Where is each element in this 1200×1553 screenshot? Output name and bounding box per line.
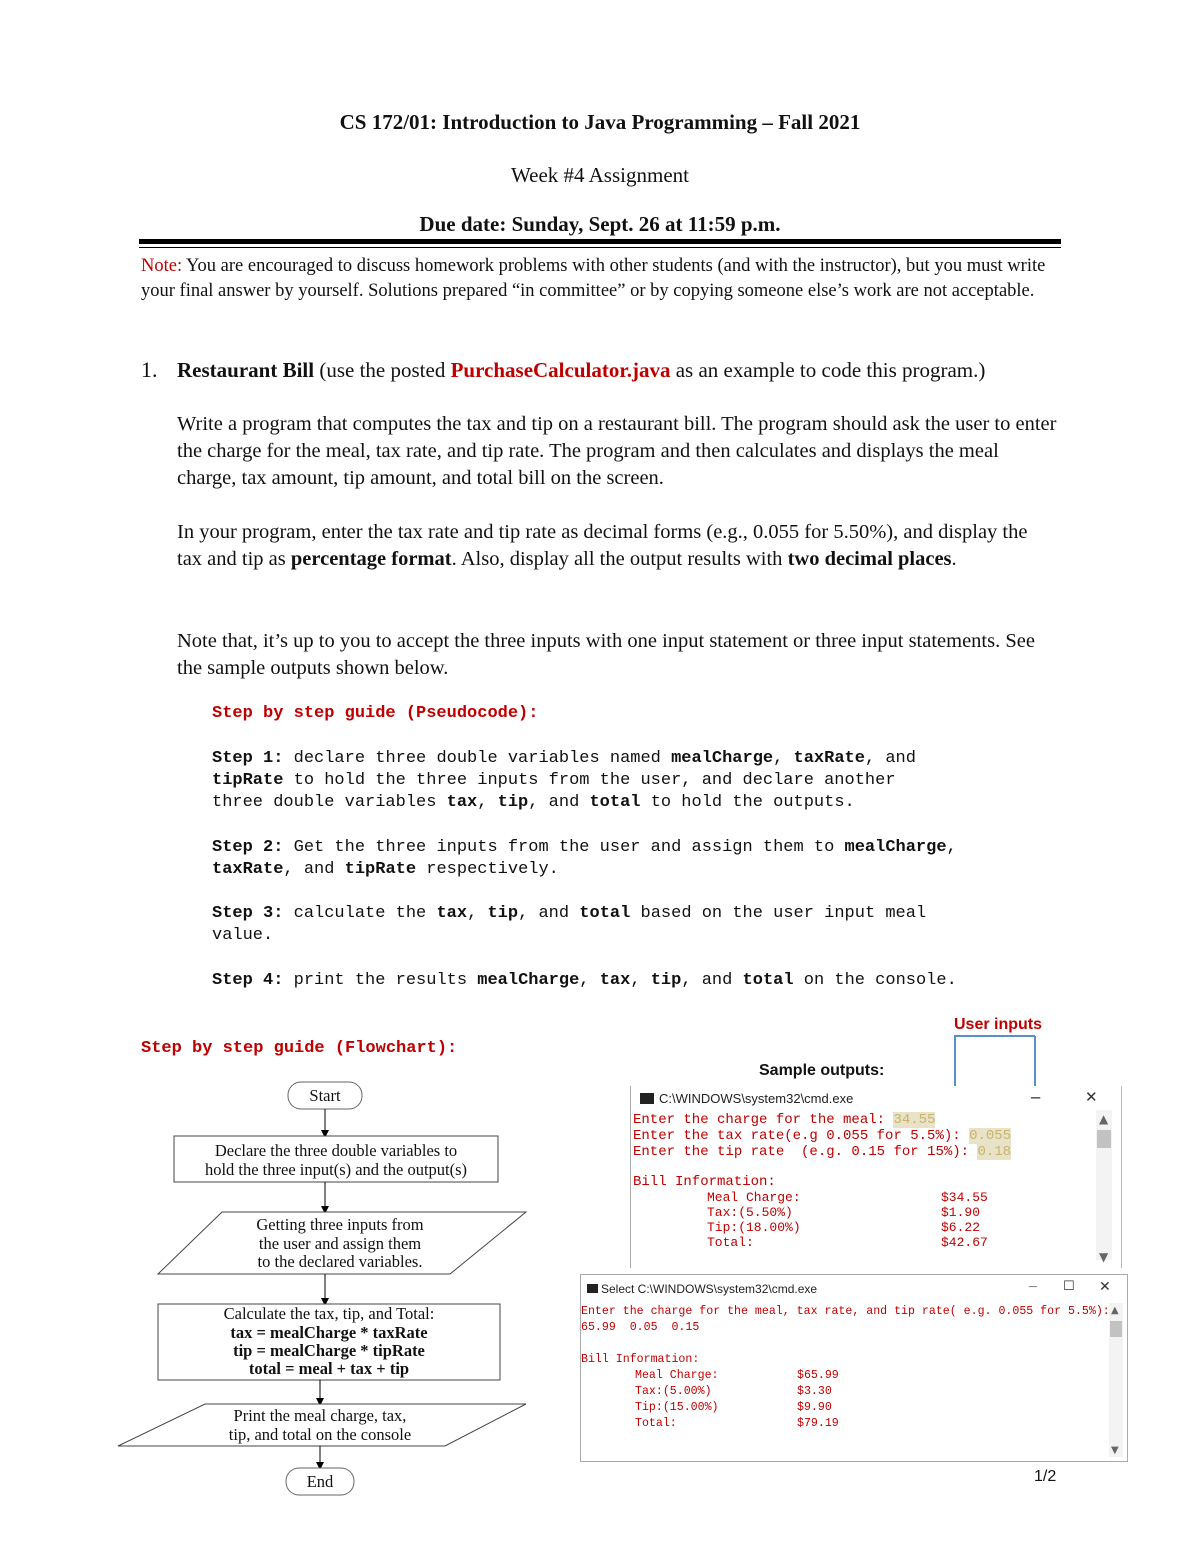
- console-window-1: [630, 1086, 1122, 1268]
- scroll-up-icon[interactable]: ▲: [1111, 1305, 1119, 1316]
- prompt-tip: Enter the tip rate (e.g. 0.15 for 15%):: [633, 1144, 978, 1160]
- flowchart-declare-line-1: Declare the three double variables to: [214, 1141, 458, 1160]
- step-1-text: , and: [528, 793, 590, 812]
- var-total: total: [589, 793, 641, 812]
- minimize-icon[interactable]: ─: [1031, 1089, 1041, 1107]
- var-mealcharge: mealCharge: [477, 971, 580, 990]
- flowchart-input-line-1: Getting three inputs from: [256, 1215, 424, 1234]
- console-window-2: [580, 1274, 1128, 1462]
- flowchart-print-line-1: Print the meal charge, tax,: [233, 1406, 407, 1425]
- console-1-row-value: $42.67: [941, 1235, 988, 1250]
- scroll-thumb[interactable]: [1097, 1130, 1111, 1148]
- sample-outputs-heading: Sample outputs:: [759, 1062, 885, 1079]
- console-2-row-value: $65.99: [797, 1369, 839, 1382]
- paragraph-requirements: Write a program that computes the tax and tip on a restaurant bill. The program should ask the user to enter the charge for the meal, tax rate, and tip rate. The program and then calculates and displays the meal charge, tax amount, tip amount, and total bill on the screen.: [177, 413, 1057, 489]
- note-text: You are encouraged to discuss homework problems with other students (and with the instructor), but you must write your final answer by yourself. Solutions prepared “in committee” or by copying someone else’s work are not acceptable.: [141, 256, 1046, 301]
- step-3-label: Step 3:: [212, 904, 284, 923]
- step-1-text: declare three double variables named: [283, 749, 672, 768]
- step-2-text: ,: [946, 838, 957, 857]
- format-bold-percentage: percentage format: [290, 548, 452, 570]
- flowchart-start-label: Start: [309, 1086, 341, 1105]
- step-4-text: ,: [630, 971, 651, 990]
- var-tax: tax: [599, 971, 631, 990]
- var-tiprate: tipRate: [344, 860, 417, 879]
- input-tip: 0.18: [977, 1144, 1012, 1160]
- prompt-meal: Enter the charge for the meal:: [633, 1112, 894, 1128]
- pseudocode-heading: Step by step guide (Pseudocode):: [212, 704, 539, 723]
- scroll-down-icon[interactable]: ▼: [1099, 1250, 1109, 1264]
- console-1-bill-heading: Bill Information:: [633, 1174, 776, 1190]
- format-text-c: . Also, display all the output results with: [451, 548, 788, 570]
- console-2-row-value: $3.30: [797, 1385, 832, 1398]
- console-1-row-label: Meal Charge:: [707, 1190, 801, 1205]
- close-icon[interactable]: ✕: [1099, 1279, 1111, 1295]
- step-4-text: on the console.: [793, 971, 957, 990]
- var-tip: tip: [497, 793, 529, 812]
- console-2-row-label: Tax:(5.00%): [635, 1385, 712, 1398]
- step-3-text: based on the user input meal: [630, 904, 927, 923]
- console-2-row-label: Meal Charge:: [635, 1369, 719, 1382]
- console-1-row-value: $6.22: [941, 1220, 981, 1235]
- flowchart-calc-line-2: tax = mealCharge * taxRate: [230, 1323, 428, 1342]
- console-2-prompt: Enter the charge for the meal, tax rate, and tip rate( e.g. 0.055 for 5.5%):: [581, 1305, 1110, 1318]
- step-4-text: ,: [579, 971, 600, 990]
- step-2-text: Get the three inputs from the user and assign them to: [283, 838, 845, 857]
- flowchart-heading: Step by step guide (Flowchart):: [141, 1039, 458, 1058]
- step-2-text: respectively.: [416, 860, 559, 879]
- maximize-icon[interactable]: ☐: [1063, 1279, 1075, 1294]
- console-1-line-meal: [633, 1112, 935, 1128]
- paragraph-inputs-note: Note that, it’s up to you to accept the three inputs with one input statement or three input statements. See the sample outputs shown below.: [177, 630, 1035, 679]
- step-3-text: , and: [518, 904, 580, 923]
- step-1-text: three double variables: [212, 793, 447, 812]
- console-1-line-tip: [633, 1144, 1011, 1160]
- console-2-row-value: $9.90: [797, 1401, 832, 1414]
- console-2-title: Select C:\WINDOWS\system32\cmd.exe: [601, 1282, 818, 1296]
- flowchart-input-line-2: the user and assign them: [258, 1234, 422, 1253]
- var-tip: tip: [487, 904, 519, 923]
- due-date: Due date: Sunday, Sept. 26 at 11:59 p.m.: [419, 212, 781, 236]
- console-1-title: C:\WINDOWS\system32\cmd.exe: [659, 1091, 854, 1106]
- flowchart-input-line-3: to the declared variables.: [257, 1252, 423, 1271]
- console-1-row-value: $1.90: [941, 1205, 981, 1220]
- user-inputs-label: User inputs: [954, 1016, 1043, 1033]
- close-icon[interactable]: ✕: [1085, 1088, 1098, 1106]
- question-number: 1.: [141, 357, 158, 382]
- step-2-text: , and: [283, 860, 345, 879]
- console-2-inputs: 65.99 0.05 0.15: [581, 1321, 700, 1334]
- example-file-link[interactable]: PurchaseCalculator.java: [450, 358, 671, 382]
- scroll-thumb[interactable]: [1110, 1321, 1122, 1337]
- flowchart-print-line-2: tip, and total on the console: [228, 1425, 412, 1444]
- step-3-text: ,: [467, 904, 488, 923]
- step-1-text: , and: [864, 749, 916, 768]
- console-2-row-label: Tip:(15.00%): [635, 1401, 719, 1414]
- input-tax: 0.055: [969, 1128, 1012, 1144]
- flowchart-declare-line-2: hold the three input(s) and the output(s): [204, 1160, 468, 1179]
- step-1-text: ,: [773, 749, 794, 768]
- note-label: Note:: [141, 256, 183, 276]
- step-1-text: to hold the three inputs from the user, and declare another: [283, 771, 896, 790]
- console-1-row-label: Total:: [707, 1235, 754, 1250]
- minimize-icon[interactable]: ─: [1029, 1280, 1037, 1295]
- step-4-text: print the results: [283, 971, 478, 990]
- var-tax: tax: [446, 793, 478, 812]
- question-intro-b: as an example to code this program.): [670, 358, 986, 382]
- step-4-label: Step 4:: [212, 971, 284, 990]
- step-3-text: calculate the: [283, 904, 437, 923]
- step-1-label: Step 1:: [212, 749, 284, 768]
- var-taxrate: taxRate: [212, 860, 284, 879]
- flowchart-calc-line-4: total = meal + tax + tip: [248, 1359, 410, 1378]
- format-text-a: In your program, enter the tax rate and tip rate as decimal forms (e.g., 0.055 for 5.50%), and display the tax and tip as: [177, 521, 1028, 570]
- flowchart-end-label: End: [306, 1472, 334, 1491]
- cmd-icon: [587, 1284, 598, 1293]
- cmd-icon: [640, 1093, 654, 1104]
- format-bold-decimals: two decimal places: [787, 548, 952, 570]
- step-1-text: ,: [477, 793, 498, 812]
- console-1-row-label: Tip:(18.00%): [707, 1220, 801, 1235]
- format-text-e: .: [951, 548, 957, 570]
- step-2-label: Step 2:: [212, 838, 284, 857]
- flowchart-calc-line-1: Calculate the tax, tip, and Total:: [223, 1304, 435, 1323]
- scroll-up-icon[interactable]: ▲: [1099, 1112, 1109, 1126]
- flowchart-calc-line-3: tip = mealCharge * tipRate: [233, 1341, 425, 1360]
- assignment-title: Week #4 Assignment: [511, 163, 689, 187]
- console-2-row-value: $79.19: [797, 1417, 839, 1430]
- console-2-row-label: Total:: [635, 1417, 677, 1430]
- var-taxrate: taxRate: [793, 749, 865, 768]
- step-1-text: to hold the outputs.: [640, 793, 855, 812]
- question-title: Restaurant Bill: [177, 358, 315, 382]
- var-tax: tax: [436, 904, 468, 923]
- step-3-text: value.: [212, 926, 274, 945]
- scroll-down-icon[interactable]: ▼: [1111, 1445, 1119, 1456]
- console-1-row-label: Tax:(5.50%): [707, 1205, 793, 1220]
- var-mealcharge: mealCharge: [671, 749, 774, 768]
- input-meal: 34.55: [893, 1112, 936, 1128]
- console-1-row-value: $34.55: [941, 1190, 988, 1205]
- console-1-line-tax: [633, 1128, 1011, 1144]
- prompt-tax: Enter the tax rate(e.g 0.055 for 5.5%):: [633, 1128, 970, 1144]
- step-4-text: , and: [681, 971, 743, 990]
- var-mealcharge: mealCharge: [844, 838, 947, 857]
- var-tip: tip: [650, 971, 682, 990]
- question-intro-a: (use the posted: [314, 358, 451, 382]
- course-title: CS 172/01: Introduction to Java Programming – Fall 2021: [339, 110, 861, 134]
- var-total: total: [579, 904, 631, 923]
- var-total: total: [742, 971, 794, 990]
- console-2-bill-heading: Bill Information:: [581, 1353, 700, 1366]
- page-number: 1/2: [1034, 1468, 1057, 1485]
- var-tiprate: tipRate: [212, 771, 284, 790]
